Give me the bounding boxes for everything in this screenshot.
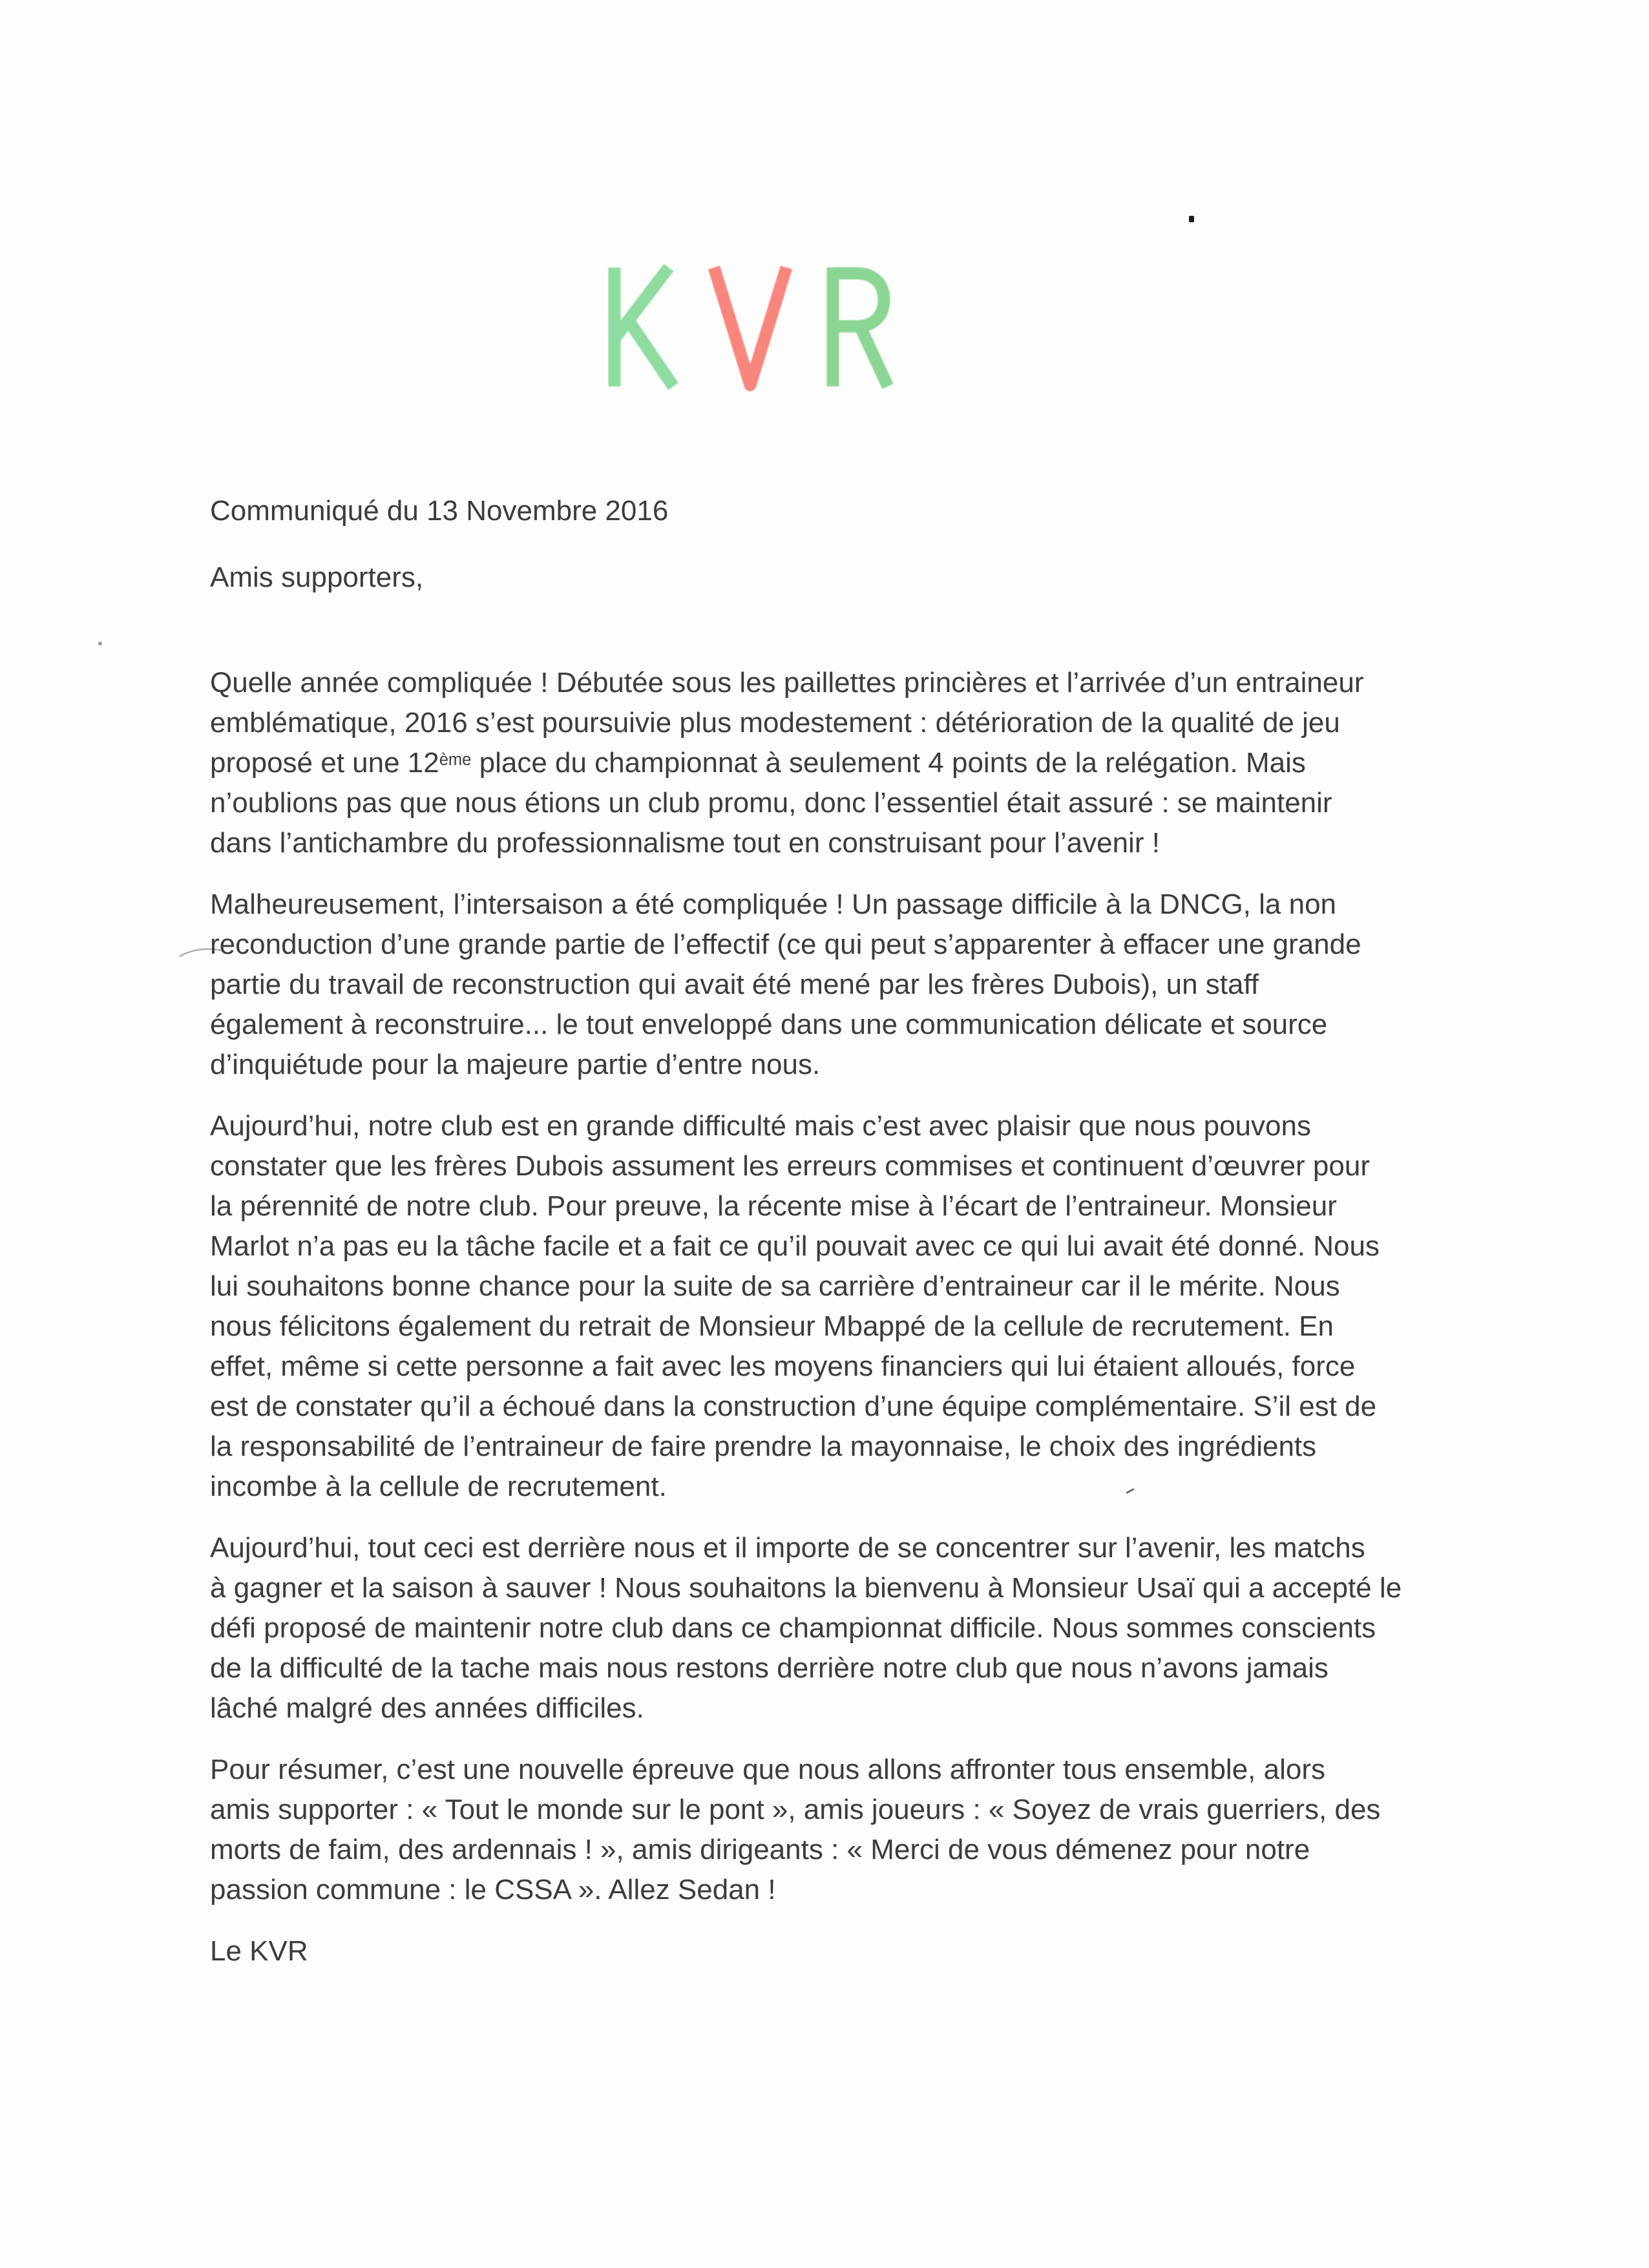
text-line: est de constater qu’il a échoué dans la construction d’une équipe complémentaire. S’il est de: [210, 1391, 1377, 1422]
salutation: Amis supporters,: [210, 562, 424, 593]
ink-speck: [98, 642, 102, 646]
communique-date-line: Communiqué du 13 Novembre 2016: [210, 495, 669, 527]
text-line: Marlot n’a pas eu la tâche facile et a fait ce qu’il pouvait avec ce qui lui avait été donné. Nous: [210, 1230, 1380, 1262]
signature: Le KVR: [210, 1935, 308, 1967]
paragraph-offseason: [210, 885, 1599, 1085]
paragraph-club-situation: [210, 1106, 1599, 1507]
text-line: Quelle année compliquée ! Débutée sous les paillettes princières et l’arrivée d’un entraineur: [210, 667, 1364, 698]
text-line: d’inquiétude pour la majeure partie d’entre nous.: [210, 1049, 821, 1080]
text-line: nous félicitons également du retrait de Monsieur Mbappé de la cellule de recrutement. En: [210, 1310, 1334, 1342]
kvr-logo: [606, 264, 892, 390]
logo-letter-r-icon: [824, 264, 892, 390]
text-line: également à reconstruire... le tout enveloppé dans une communication délicate et source: [210, 1009, 1328, 1040]
text-line: Pour résumer, c’est une nouvelle épreuve que nous allons affronter tous ensemble, alors: [210, 1754, 1325, 1785]
text-line: lâché malgré des années difficiles.: [210, 1692, 644, 1724]
text-line: amis supporter : « Tout le monde sur le pont », amis joueurs : « Soyez de vrais guerriers, des: [210, 1794, 1381, 1825]
text-line: proposé et une 12ème place du championnat à seulement 4 points de la relégation. Mais: [210, 747, 1306, 779]
text-line: à gagner et la saison à sauver ! Nous souhaitons la bienvenu à Monsieur Usaï qui a accepté le: [210, 1572, 1402, 1604]
text-line: Aujourd’hui, tout ceci est derrière nous et il importe de se concentrer sur l’avenir, les matchs: [210, 1532, 1365, 1564]
logo-letter-v-icon: [709, 264, 791, 390]
paragraph-season-review: [210, 663, 1599, 863]
text-line: partie du travail de reconstruction qui avait été mené par les frères Dubois), un staff: [210, 969, 1259, 1000]
text-line: Malheureusement, l’intersaison a été compliquée ! Un passage difficile à la DNCG, la non: [210, 888, 1337, 920]
text-line: incombe à la cellule de recrutement.: [210, 1471, 667, 1502]
text-line: de la difficulté de la tache mais nous restons derrière notre club que nous n’avons jamais: [210, 1652, 1329, 1684]
text-line: morts de faim, des ardennais ! », amis dirigeants : « Merci de vous démenez pour notre: [210, 1834, 1310, 1865]
text-line: Aujourd’hui, notre club est en grande difficulté mais c’est avec plaisir que nous pouvons: [210, 1110, 1311, 1142]
text-line: n’oublions pas que nous étions un club promu, donc l’essentiel était assuré : se maintenir: [210, 787, 1332, 819]
paragraph-future: [210, 1528, 1599, 1728]
text-line: reconduction d’une grande partie de l’effectif (ce qui peut s’apparenter à effacer une grande: [210, 929, 1361, 960]
text-line: emblématique, 2016 s’est poursuivie plus modestement : détérioration de la qualité de jeu: [210, 707, 1340, 739]
text-line: effet, même si cette personne a fait avec les moyens financiers qui lui étaient alloués, force: [210, 1350, 1356, 1382]
letter-body: [210, 491, 1599, 1971]
text-line: défi proposé de maintenir notre club dans ce championnat difficile. Nous sommes conscients: [210, 1612, 1376, 1644]
ordinal-superscript: ème: [439, 750, 472, 769]
text-line: constater que les frères Dubois assument les erreurs commises et continuent d’œuvrer pour: [210, 1150, 1370, 1182]
text-line: la responsabilité de l’entraineur de faire prendre la mayonnaise, le choix des ingrédients: [210, 1431, 1317, 1462]
text-line: passion commune : le CSSA ». Allez Sedan !: [210, 1874, 776, 1906]
text-line: dans l’antichambre du professionnalisme tout en construisant pour l’avenir !: [210, 827, 1160, 859]
text-line: la pérennité de notre club. Pour preuve, la récente mise à l’écart de l’entraineur. Monsieur: [210, 1190, 1337, 1222]
paragraph-conclusion: [210, 1750, 1599, 1910]
ink-speck: [1189, 216, 1194, 222]
text-line: lui souhaitons bonne chance pour la suite de sa carrière d’entraineur car il le mérite. Nous: [210, 1270, 1340, 1302]
logo-letter-k-icon: [606, 264, 678, 390]
